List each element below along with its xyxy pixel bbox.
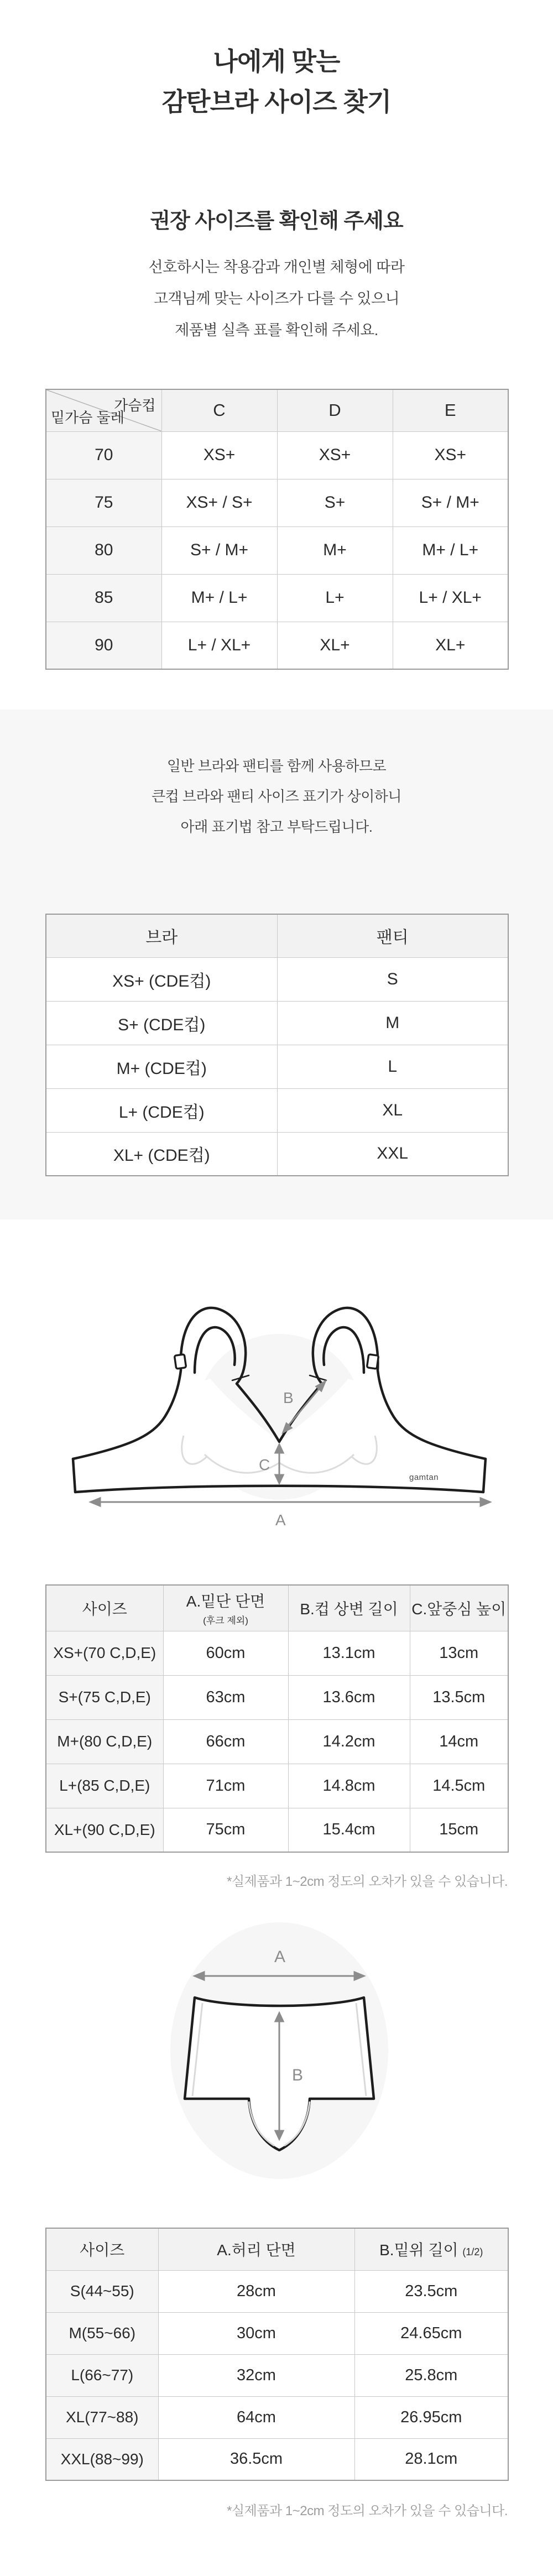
cell: 75cm — [163, 1808, 288, 1852]
panty-label-a: A — [274, 1948, 286, 1966]
cell: M+ / L+ — [393, 526, 508, 574]
notice-line3: 아래 표기법 참고 부탁드립니다. — [180, 818, 373, 835]
panty-size-table — [45, 2228, 509, 2481]
cell: XS+ — [161, 431, 277, 479]
corner-label-underbust: 밑가슴 둘레 — [51, 409, 124, 426]
col-header-d: D — [277, 389, 393, 431]
col-header-b — [354, 2228, 508, 2270]
table-row — [46, 526, 508, 574]
brand-label: gamtan — [409, 1473, 439, 1482]
table-row — [46, 1088, 508, 1132]
table-row — [46, 622, 508, 669]
cell: S+ (CDE컵) — [46, 1001, 277, 1045]
notice-line1: 일반 브라와 팬티를 함께 사용하므로 — [166, 758, 387, 774]
row-header: S+(75 C,D,E) — [46, 1675, 163, 1719]
cell: XS+ — [393, 431, 508, 479]
bra-panty-mapping-table — [45, 914, 509, 1176]
col-header-panty: 팬티 — [277, 914, 508, 957]
strap-adjuster-right — [367, 1354, 378, 1369]
cell: M+ — [277, 526, 393, 574]
table-row — [46, 1631, 508, 1675]
cell: L+ — [277, 574, 393, 622]
cell: 60cm — [163, 1631, 288, 1675]
cell: XS+ (CDE컵) — [46, 957, 277, 1001]
notice-line2: 큰컵 브라와 팬티 사이즈 표기가 상이하니 — [151, 788, 402, 805]
cell: 63cm — [163, 1675, 288, 1719]
col-header-a-sub: (후크 제외) — [203, 1615, 248, 1626]
cell: S+ — [277, 479, 393, 526]
cell: 36.5cm — [158, 2438, 354, 2480]
recommended-size-table — [45, 389, 509, 670]
table-row — [46, 479, 508, 526]
row-header: 90 — [46, 622, 161, 669]
panty-table-footnote: *실제품과 1~2cm 정도의 오차가 있을 수 있습니다. — [227, 2504, 508, 2518]
cell: 14.2cm — [288, 1719, 410, 1764]
cell: S+ / M+ — [161, 526, 277, 574]
table-row — [46, 2438, 508, 2480]
cell: M — [277, 1001, 508, 1045]
col-header-a-main: A.밑단 단면 — [186, 1593, 265, 1610]
cell: M+ (CDE컵) — [46, 1045, 277, 1088]
row-header: M+(80 C,D,E) — [46, 1719, 163, 1764]
cell: L+ / XL+ — [393, 574, 508, 622]
col-header-c: C.앞중심 높이 — [410, 1585, 508, 1631]
panty-measurement-diagram — [44, 1902, 509, 2190]
bra-table-footnote: *실제품과 1~2cm 정도의 오차가 있을 수 있습니다. — [227, 1874, 508, 1889]
bra-label-c: C — [259, 1456, 270, 1473]
strap-adjuster-left — [174, 1354, 186, 1369]
cell: XL+ — [277, 622, 393, 669]
col-header-a: A.허리 단면 — [158, 2228, 354, 2270]
panty-label-b: B — [292, 2066, 304, 2084]
cell: S — [277, 957, 508, 1001]
row-header: M(55~66) — [46, 2312, 158, 2354]
table-row — [46, 1808, 508, 1852]
cell: 14cm — [410, 1719, 508, 1764]
cell: S+ / M+ — [393, 479, 508, 526]
col-header-c: C — [161, 389, 277, 431]
col-header-a — [163, 1585, 288, 1631]
col-header-b-main: B.밑위 길이 — [379, 2241, 458, 2259]
cell: 30cm — [158, 2312, 354, 2354]
section-subtitle: 권장 사이즈를 확인해 주세요 — [150, 210, 403, 233]
table-row — [46, 2270, 508, 2312]
bra-label-b: B — [283, 1389, 294, 1406]
col-header-bra: 브라 — [46, 914, 277, 957]
row-header: 80 — [46, 526, 161, 574]
row-header: XL(77~88) — [46, 2396, 158, 2438]
table-row — [46, 431, 508, 479]
table-row — [46, 1719, 508, 1764]
cell: XL+ — [393, 622, 508, 669]
cell: XS+ / S+ — [161, 479, 277, 526]
bra-measurement-diagram — [44, 1272, 509, 1554]
table-row — [46, 1675, 508, 1719]
notice-paragraph — [0, 751, 553, 842]
bra-label-a: A — [275, 1511, 286, 1529]
cell: 23.5cm — [354, 2270, 508, 2312]
row-header: L(66~77) — [46, 2354, 158, 2396]
table-row — [46, 957, 508, 1001]
cell: XL — [277, 1088, 508, 1132]
cell: 66cm — [163, 1719, 288, 1764]
cell: 24.65cm — [354, 2312, 508, 2354]
table-row — [46, 1764, 508, 1808]
intro-paragraph — [0, 252, 553, 346]
cell: XXL — [277, 1132, 508, 1176]
measure-arrow-a — [91, 1498, 490, 1506]
row-header: XXL(88~99) — [46, 2438, 158, 2480]
intro-line2: 고객님께 맞는 사이즈가 다를 수 있으니 — [153, 290, 400, 307]
matrix-corner-cell — [46, 389, 161, 431]
table-row — [46, 1132, 508, 1176]
row-header: 75 — [46, 479, 161, 526]
cell: 32cm — [158, 2354, 354, 2396]
cell: 25.8cm — [354, 2354, 508, 2396]
page-title-line1: 나에게 맞는 — [213, 47, 340, 76]
cell: 71cm — [163, 1764, 288, 1808]
cell: 28.1cm — [354, 2438, 508, 2480]
intro-line3: 제품별 실측 표를 확인해 주세요. — [175, 322, 378, 338]
col-header-b-sub: (1/2) — [462, 2246, 483, 2258]
bra-size-table — [45, 1584, 509, 1853]
cell: XL+ (CDE컵) — [46, 1132, 277, 1176]
cell: 13.5cm — [410, 1675, 508, 1719]
cell: 14.5cm — [410, 1764, 508, 1808]
cell: 13.1cm — [288, 1631, 410, 1675]
row-header: XS+(70 C,D,E) — [46, 1631, 163, 1675]
row-header: XL+(90 C,D,E) — [46, 1808, 163, 1852]
row-header: 70 — [46, 431, 161, 479]
cell: 13cm — [410, 1631, 508, 1675]
cell: M+ / L+ — [161, 574, 277, 622]
table-row — [46, 1001, 508, 1045]
cell: L+ / XL+ — [161, 622, 277, 669]
cell: 28cm — [158, 2270, 354, 2312]
row-header: S(44~55) — [46, 2270, 158, 2312]
cell: 13.6cm — [288, 1675, 410, 1719]
table-row — [46, 2312, 508, 2354]
col-header-e: E — [393, 389, 508, 431]
table-row — [46, 574, 508, 622]
cell: L — [277, 1045, 508, 1088]
cell: 15.4cm — [288, 1808, 410, 1852]
col-header-size: 사이즈 — [46, 1585, 163, 1631]
corner-label-cup: 가슴컵 — [114, 397, 156, 414]
col-header-b: B.컵 상변 길이 — [288, 1585, 410, 1631]
intro-line1: 선호하시는 착용감과 개인별 체형에 따라 — [148, 259, 405, 275]
cell: 14.8cm — [288, 1764, 410, 1808]
table-row — [46, 1045, 508, 1088]
page-title-line2: 감탄브라 사이즈 찾기 — [161, 87, 392, 116]
cell: XS+ — [277, 431, 393, 479]
cell: 26.95cm — [354, 2396, 508, 2438]
cell: L+ (CDE컵) — [46, 1088, 277, 1132]
col-header-size: 사이즈 — [46, 2228, 158, 2270]
row-header: 85 — [46, 574, 161, 622]
cell: 15cm — [410, 1808, 508, 1852]
cell: 64cm — [158, 2396, 354, 2438]
row-header: L+(85 C,D,E) — [46, 1764, 163, 1808]
table-row — [46, 2354, 508, 2396]
table-row — [46, 2396, 508, 2438]
